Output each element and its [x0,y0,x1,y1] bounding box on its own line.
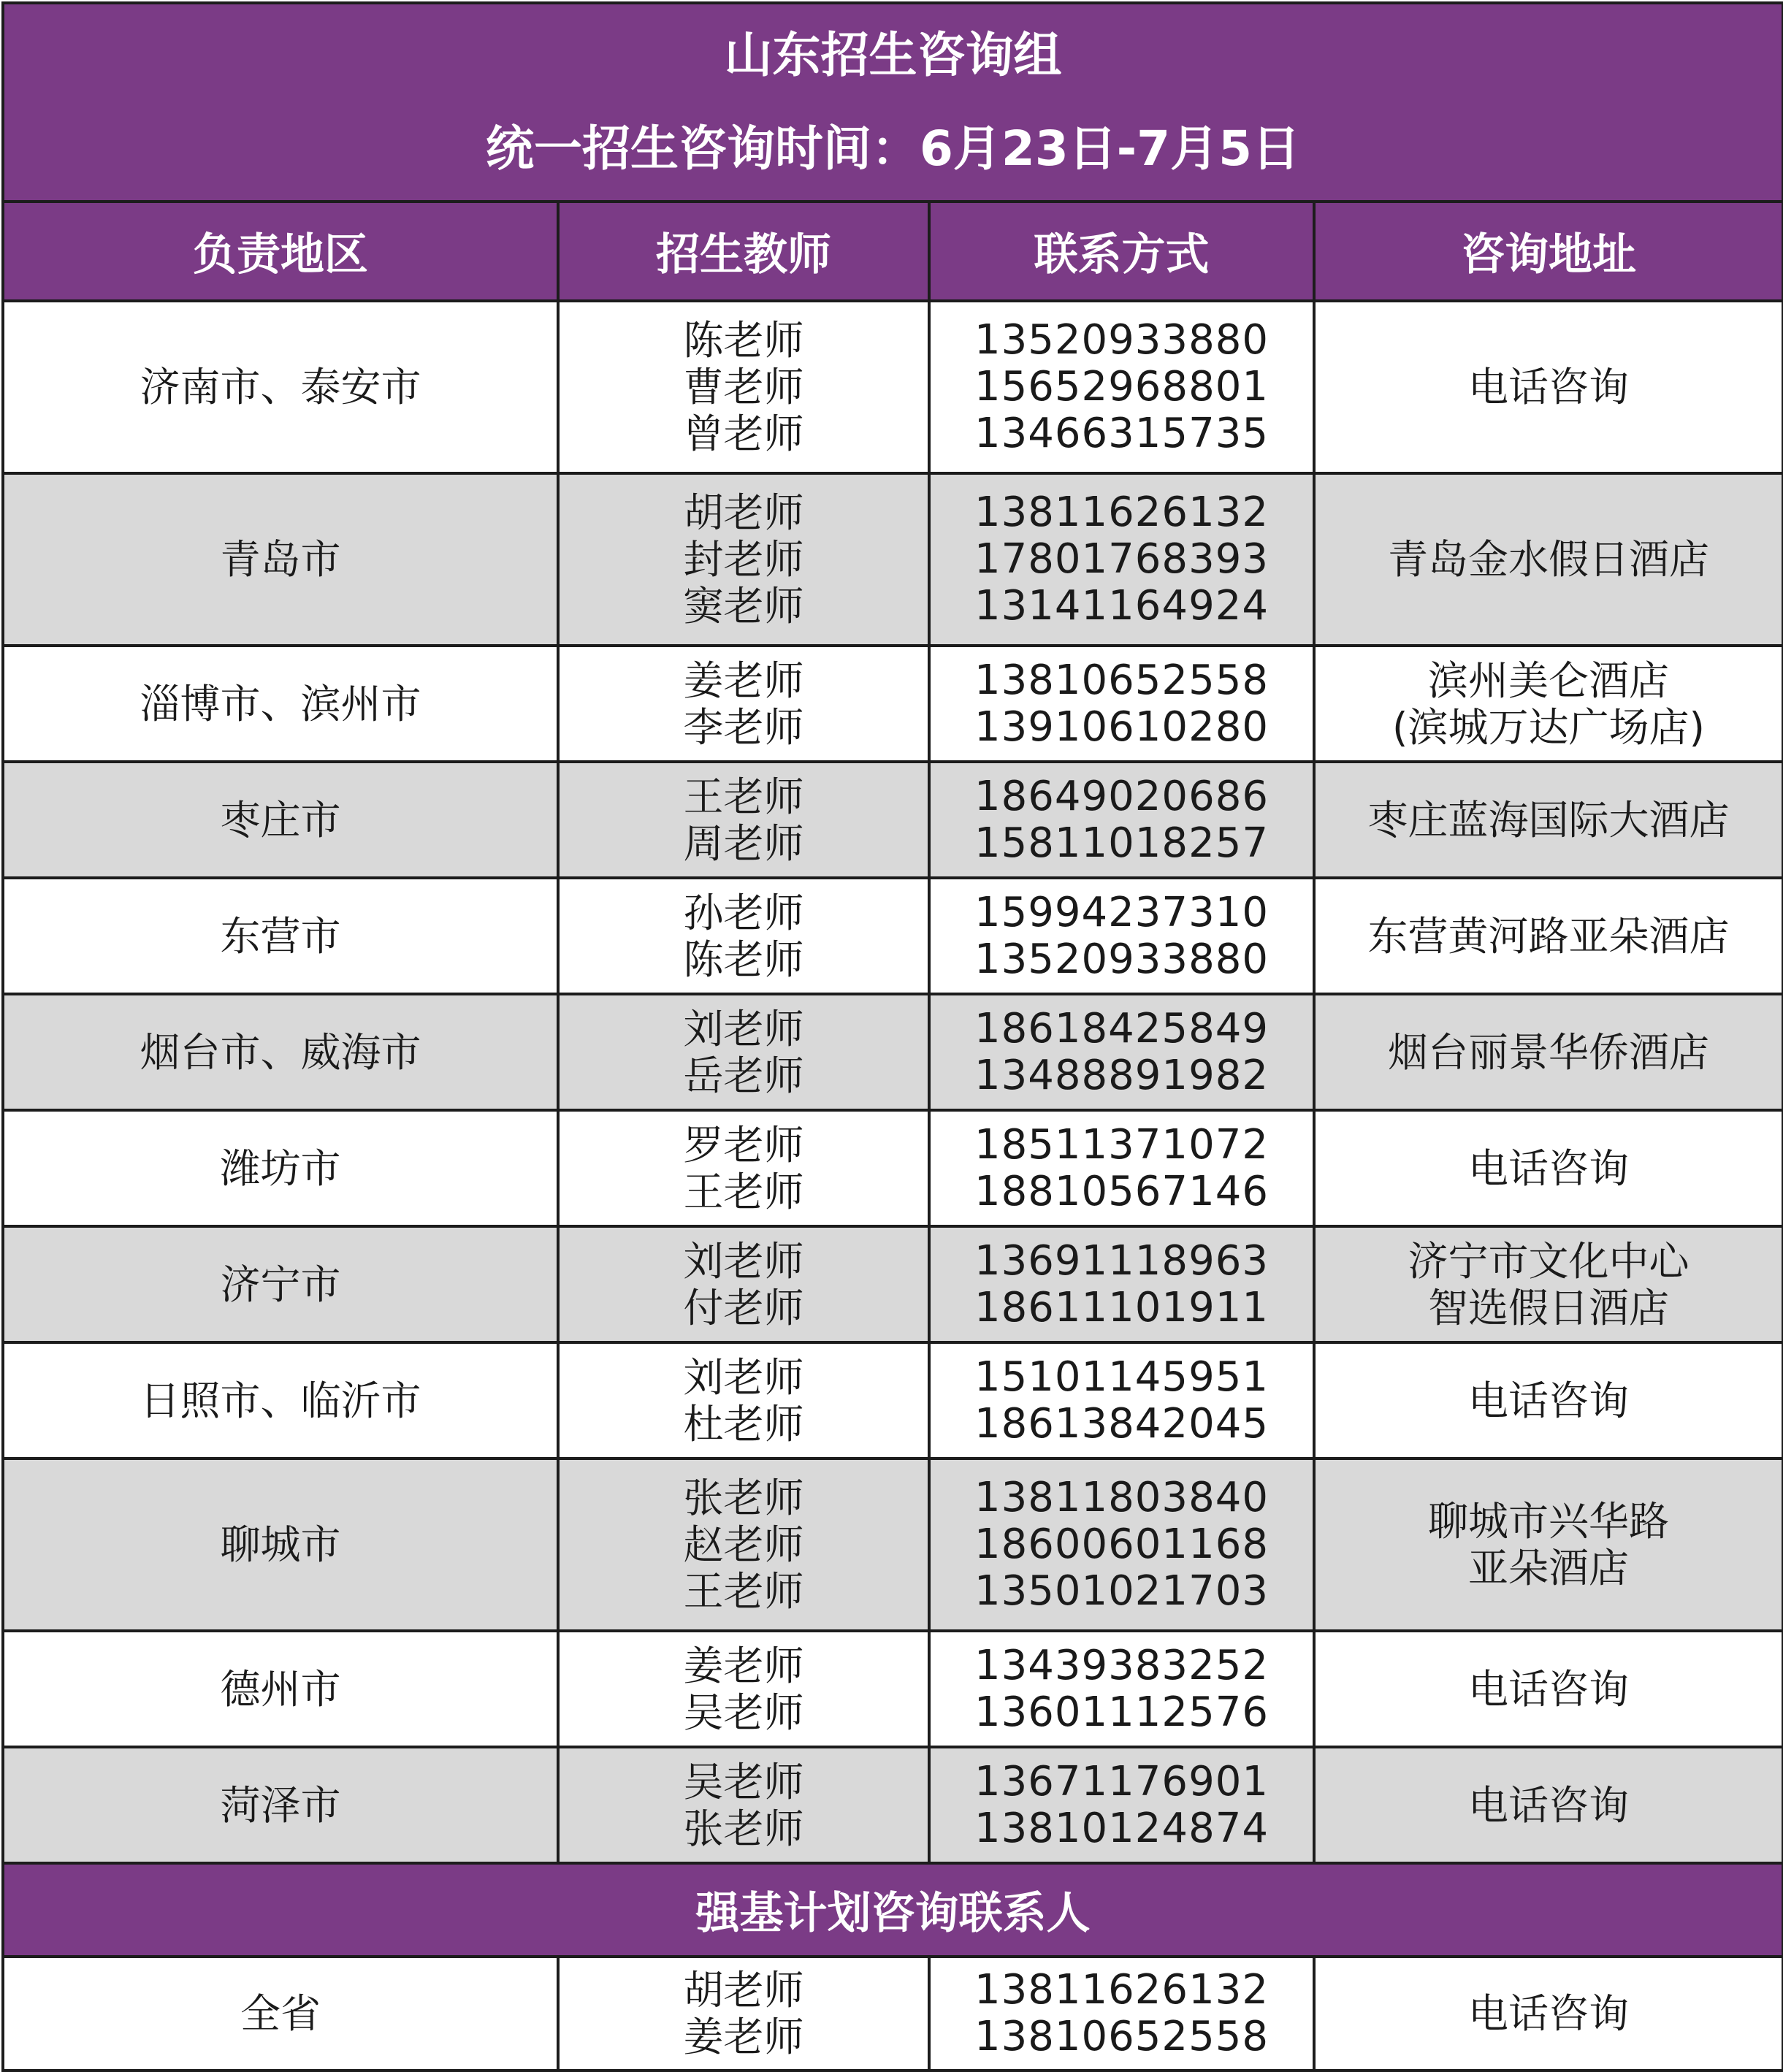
address-cell [1314,1747,1783,1863]
region-name: 德州市 [220,1665,341,1713]
table-row [3,1110,1783,1226]
contact-cell [929,1747,1314,1863]
phone-number: 15101145951 [974,1353,1269,1401]
region-cell [3,646,558,762]
address-line: 电话咨询 [1468,1781,1630,1829]
address-cell [1314,1459,1783,1631]
teacher-name: 周老师 [683,819,804,867]
table-row [3,1631,1783,1747]
teacher-cell [558,1342,929,1459]
column-header-row [3,202,1783,301]
address-line: 聊城市兴华路 [1428,1498,1670,1545]
teacher-cell [558,1226,929,1342]
address-cell [1314,473,1783,646]
phone-number: 13488891982 [974,1051,1269,1099]
region-cell [3,1342,558,1459]
teacher-name: 曾老师 [683,410,804,457]
banner-row [3,3,1783,202]
phone-number: 13466315735 [974,410,1269,457]
table-row [3,1226,1783,1342]
region-cell [3,301,558,473]
teacher-name: 封老师 [683,536,804,583]
teacher-name: 窦老师 [683,583,804,630]
teacher-name: 张老师 [683,1805,804,1852]
region-cell [3,878,558,994]
address-cell [1314,994,1783,1110]
address-cell [1314,762,1783,878]
phone-number: 18611101911 [974,1283,1269,1331]
region-name: 济南市、泰安市 [140,364,421,410]
contact-cell [929,473,1314,646]
teacher-cell [558,762,929,878]
teacher-name: 胡老师 [683,489,804,536]
teacher-cell [558,1747,929,1863]
table-row [3,1957,1783,2071]
region-name: 东营市 [220,912,341,960]
region-cell [3,994,558,1110]
region-cell [3,1459,558,1631]
phone-number: 15652968801 [974,363,1269,410]
teacher-name: 陈老师 [683,317,804,364]
region-name: 菏泽市 [220,1781,341,1829]
banner-title: 山东招生咨询组 [724,27,1062,83]
region-cell [3,473,558,646]
address-cell [1314,1110,1783,1226]
table-row [3,878,1783,994]
table-row [3,1747,1783,1863]
section-title: 强基计划咨询联系人 [3,1863,1783,1957]
teacher-name: 付老师 [683,1284,804,1331]
phone-number: 18613842045 [974,1399,1269,1448]
contact-cell [929,1957,1314,2071]
teacher-name: 胡老师 [683,1967,804,2014]
region-name: 青岛市 [220,536,341,583]
column-header-region: 负责地区 [3,202,558,301]
teacher-cell [558,1631,929,1747]
address-cell [1314,1342,1783,1459]
phone-number: 18600601168 [974,1521,1269,1568]
phone-number: 18618425849 [974,1004,1269,1052]
phone-number: 13601112576 [974,1688,1269,1736]
phone-number: 18511371072 [974,1120,1269,1169]
column-header-teachers: 招生教师 [558,202,929,301]
teacher-cell [558,1110,929,1226]
phone-number: 13520933880 [974,935,1269,983]
phone-number: 18649020686 [974,772,1269,820]
address-line: 枣庄蓝海国际大酒店 [1367,796,1730,844]
phone-number: 13439383252 [974,1641,1269,1689]
teacher-name: 姜老师 [683,2014,804,2060]
contact-cell [929,1110,1314,1226]
phone-number: 17801768393 [974,535,1269,583]
region-cell [3,1631,558,1747]
teacher-name: 姜老师 [683,657,804,704]
region-name: 济宁市 [220,1261,341,1308]
region-cell [3,1747,558,1863]
table-row [3,1342,1783,1459]
teacher-cell [558,301,929,473]
column-header-contact: 联系方式 [929,202,1314,301]
region-name: 潍坊市 [220,1144,341,1192]
address-line: 济宁市文化中心 [1408,1237,1690,1285]
phone-number: 15994237310 [974,888,1269,936]
teacher-name: 刘老师 [683,1005,804,1052]
region-name: 淄博市、滨州市 [140,680,421,727]
phone-number: 15811018257 [974,819,1269,867]
teacher-name: 赵老师 [683,1521,804,1568]
teacher-name: 曹老师 [683,364,804,410]
address-cell [1314,1226,1783,1342]
address-cell [1314,301,1783,473]
phone-number: 13671176901 [974,1757,1269,1805]
region-name: 烟台市、威海市 [140,1028,421,1076]
phone-number: 13810652558 [974,2013,1269,2060]
region-cell [3,1226,558,1342]
phone-number: 13141164924 [974,582,1269,630]
address-line: 电话咨询 [1468,1144,1630,1192]
teacher-name: 王老师 [683,1168,804,1215]
teacher-cell [558,1459,929,1631]
phone-number: 13691118963 [974,1236,1269,1285]
teacher-name: 杜老师 [683,1400,804,1448]
teacher-name: 刘老师 [683,1353,804,1401]
phone-number: 13501021703 [974,1567,1269,1615]
address-line: 滨州美仑酒店 [1428,657,1670,704]
address-line: 电话咨询 [1468,1377,1630,1424]
phone-number: 13520933880 [974,316,1269,364]
teacher-name: 李老师 [683,703,804,751]
phone-number: 18810567146 [974,1167,1269,1215]
region-name: 枣庄市 [220,796,341,844]
table-row [3,1459,1783,1631]
banner-subtitle: 统一招生咨询时间：6月23日-7月5日 [486,121,1301,177]
address-cell [1314,646,1783,762]
table-row [3,301,1783,473]
address-line: 东营黄河路亚朵酒店 [1367,912,1730,960]
phone-number: 13811803840 [974,1474,1269,1521]
teacher-name: 岳老师 [683,1052,804,1099]
phone-number: 13810652558 [974,656,1269,704]
address-cell [1314,1957,1783,2071]
teacher-name: 孙老师 [683,889,804,936]
table-row [3,994,1783,1110]
contact-cell [929,1342,1314,1459]
contact-cell [929,762,1314,878]
address-line: 青岛金水假日酒店 [1388,536,1710,583]
region-cell [3,1110,558,1226]
teacher-name: 张老师 [683,1475,804,1521]
region-name: 日照市、临沂市 [140,1377,421,1424]
address-line: 智选假日酒店 [1428,1284,1670,1331]
address-cell [1314,1631,1783,1747]
address-line: 电话咨询 [1468,1665,1630,1713]
address-line: (滨城万达广场店) [1392,703,1705,751]
contact-cell [929,301,1314,473]
contact-table [1,1,1783,2072]
teacher-cell [558,1957,929,2071]
column-header-address: 咨询地址 [1314,202,1783,301]
teacher-name: 姜老师 [683,1642,804,1689]
phone-number: 13811626132 [974,1966,1269,2014]
table-row [3,646,1783,762]
table-row [3,762,1783,878]
region-cell [3,762,558,878]
phone-number: 13811626132 [974,489,1269,536]
teacher-name: 陈老师 [683,936,804,983]
phone-number: 13810124874 [974,1804,1269,1852]
address-line: 烟台丽景华侨酒店 [1388,1028,1710,1076]
address-cell [1314,878,1783,994]
banner [3,3,1783,202]
contact-cell [929,994,1314,1110]
teacher-name: 罗老师 [683,1121,804,1169]
section-row [3,1863,1783,1957]
teacher-cell [558,646,929,762]
region-cell [3,1957,558,2071]
teacher-cell [558,473,929,646]
contact-cell [929,1459,1314,1631]
address-line: 亚朵酒店 [1468,1545,1630,1591]
contact-cell [929,878,1314,994]
teacher-cell [558,994,929,1110]
teacher-cell [558,878,929,994]
teacher-name: 吴老师 [683,1689,804,1736]
address-line: 电话咨询 [1468,1990,1630,2037]
address-line: 电话咨询 [1468,364,1630,410]
contact-cell [929,1631,1314,1747]
teacher-name: 吴老师 [683,1758,804,1805]
contact-cell [929,646,1314,762]
teacher-name: 刘老师 [683,1237,804,1285]
contact-cell [929,1226,1314,1342]
region-name: 全省 [240,1990,321,2037]
phone-number: 13910610280 [974,703,1269,751]
teacher-name: 王老师 [683,773,804,820]
teacher-name: 王老师 [683,1568,804,1615]
table-row [3,473,1783,646]
region-name: 聊城市 [220,1521,341,1568]
